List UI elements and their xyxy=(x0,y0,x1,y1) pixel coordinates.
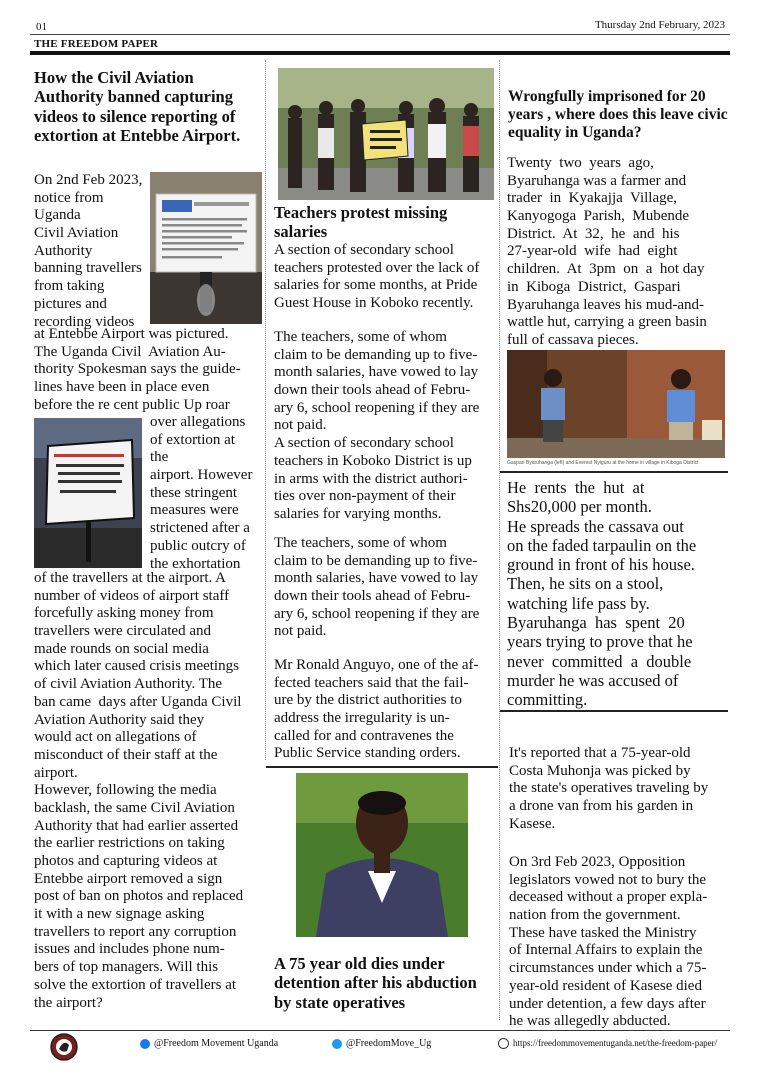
text-line: thority Spokesman says the guide- xyxy=(34,361,241,378)
aviation-text-d xyxy=(34,570,266,1012)
text-line: A section of secondary school xyxy=(274,242,454,258)
text-line: teachers in Koboko District is up xyxy=(274,452,472,469)
text-line: issues and includes phone num- xyxy=(34,941,225,958)
text-line: He rents the hut at xyxy=(507,478,645,497)
text-line: of Internal Affairs to explain the xyxy=(509,942,703,959)
text-line: solve the extortion of travellers at xyxy=(34,976,237,993)
text-line: The teachers, some of whom xyxy=(274,329,447,345)
text-line: notice from xyxy=(34,189,104,206)
header-bar xyxy=(30,51,730,55)
teachers-para-1 xyxy=(274,242,500,313)
text-line: 27-year-old wife had eight xyxy=(507,243,678,260)
text-line: bers of top managers. Will this xyxy=(34,959,219,976)
text-line: banning travellers xyxy=(34,260,142,277)
paper-name: THE FREEDOM PAPER xyxy=(34,38,159,50)
text-line: Civil Aviation xyxy=(34,225,119,242)
text-line: down their tools ahead of Febru- xyxy=(274,588,471,605)
text-line: On 2nd Feb 2023, xyxy=(34,172,143,188)
text-line: recording videos xyxy=(34,313,135,330)
text-line: Byaruhanga has spent 20 xyxy=(507,613,685,633)
text-line: misconduct of their staff at the xyxy=(34,746,218,763)
headline-aviation: How the Civil Aviation Authority banned capturing videos to silence reporting of extortion at Entebbe Airport. xyxy=(34,68,241,145)
photo-byaruhanga xyxy=(507,350,725,458)
text-line: down their tools ahead of Febru- xyxy=(274,382,471,399)
headline-detention: A 75 year old dies under detention after his abduction by state operatives xyxy=(274,954,477,1012)
text-line: District. At 32, he and his xyxy=(507,225,680,242)
text-line: at Entebbe Airport was pictured. xyxy=(34,326,229,342)
text-line: It's reported that a 75-year-old xyxy=(509,745,691,761)
text-line: travellers to report any corruption xyxy=(34,923,237,940)
text-line: backlash, the same Civil Aviation xyxy=(34,799,235,816)
footer-website[interactable] xyxy=(498,1038,717,1049)
text-line: the xyxy=(150,449,169,466)
text-line: a drone van from his garden in xyxy=(509,798,694,815)
text-line: photos and capturing videos at xyxy=(34,853,218,869)
text-line: legislators vowed not to bury the xyxy=(509,871,707,888)
text-line: number of videos of airport staff xyxy=(34,587,230,604)
section-rule xyxy=(266,766,498,768)
detention-para-2 xyxy=(509,854,729,1031)
text-line: fected teachers said that the fail- xyxy=(274,674,469,691)
aviation-text-c xyxy=(150,414,266,573)
facebook-icon xyxy=(140,1039,150,1049)
text-line: ban came days after Uganda Civil xyxy=(34,693,242,710)
text-line: airport. xyxy=(34,764,78,781)
text-line: wattle hut, carrying a green basin xyxy=(507,314,707,331)
text-line: He spreads the cassava out xyxy=(507,516,684,536)
text-line: it with a new signage asking xyxy=(34,906,205,923)
text-line: circumstances under which a 75- xyxy=(509,960,707,977)
header-rule xyxy=(30,34,730,35)
text-line: trader in Kyakajja Village, xyxy=(507,190,678,207)
imprisoned-para-1 xyxy=(507,155,725,350)
text-line: Guest House in Koboko recently. xyxy=(274,295,474,312)
text-line: Costa Muhonja was picked by xyxy=(509,762,691,779)
text-line: forcefully asking money from xyxy=(34,605,214,622)
photo-prohibited-sign xyxy=(34,418,142,568)
text-line: deceased without a proper expla- xyxy=(509,889,708,906)
text-line: children. At 3pm on a hot day xyxy=(507,261,705,278)
text-line: Authority that had earlier asserted xyxy=(34,817,239,834)
text-line: salaries for some months, at Pride xyxy=(274,277,478,294)
text-line: ure by the district authorities to xyxy=(274,692,462,709)
headline-teachers: Teachers protest missing salaries xyxy=(274,203,448,242)
text-line: Kanyogoga Parish, Mubende xyxy=(507,208,690,225)
text-line: years trying to prove that he xyxy=(507,632,693,652)
teachers-para-3 xyxy=(274,535,500,641)
text-line: Kasese. xyxy=(509,815,556,832)
text-line: nation from the government. xyxy=(509,907,681,924)
text-line: never committed a double xyxy=(507,651,692,671)
text-line: Twenty two years ago, xyxy=(507,155,654,171)
text-line: on the faded tarpaulin on the xyxy=(507,535,697,555)
text-line: watching life pass by. xyxy=(507,593,650,613)
text-line: the airport? xyxy=(34,994,103,1011)
footer-facebook[interactable] xyxy=(140,1038,278,1049)
issue-date: Thursday 2nd February, 2023 xyxy=(594,19,725,31)
detention-para-1 xyxy=(509,745,729,833)
text-line: month salaries, have vowed to lay xyxy=(274,364,479,381)
website-url: https://freedommovementuganda.net/the-freedom-paper/ xyxy=(513,1038,718,1048)
text-line: Mr Ronald Anguyo, one of the af- xyxy=(274,657,479,673)
photo-airport-notice xyxy=(150,172,262,324)
aviation-text-b xyxy=(34,326,266,414)
text-line: Aviation Authority said they xyxy=(34,711,205,728)
text-line: pictures and xyxy=(34,295,107,312)
text-line: travellers were circulated and xyxy=(34,623,211,640)
text-line: under detention, a few days after xyxy=(509,995,706,1012)
text-line: made rounds on social media xyxy=(34,640,209,657)
text-line: Then, he sits on a stool, xyxy=(507,574,664,594)
text-line: the exhortation xyxy=(150,555,241,572)
text-line: Shs20,000 per month. xyxy=(507,497,652,517)
text-line: Public Service standing orders. xyxy=(274,745,461,762)
section-rule xyxy=(500,471,728,473)
text-line: strictened after a xyxy=(150,520,250,537)
text-line: ties over non-payment of their xyxy=(274,488,456,505)
text-line: Byaruhanga was a farmer and xyxy=(507,172,687,189)
text-line: The teachers, some of whom xyxy=(274,535,447,551)
photo-caption: Gaspari Byaruhanga (left) and Everest Nyiguru at the home in village in Kiboga District xyxy=(507,460,699,466)
footer-twitter[interactable] xyxy=(332,1038,431,1049)
text-line: the state's operatives traveling by xyxy=(509,780,709,797)
text-line: The Uganda Civil Aviation Au- xyxy=(34,343,226,360)
text-line: These have tasked the Ministry xyxy=(509,924,697,941)
text-line: teachers protested over the lack of xyxy=(274,259,480,276)
text-line: airport. However xyxy=(150,467,253,484)
facebook-handle: @Freedom Movement Uganda xyxy=(154,1038,279,1049)
twitter-icon xyxy=(332,1039,342,1049)
text-line: ary 6, school reopening if they are xyxy=(274,605,480,622)
text-line: of extortion at xyxy=(150,431,235,448)
section-rule xyxy=(500,710,728,712)
teachers-para-4 xyxy=(274,657,500,763)
text-line: Uganda xyxy=(34,207,81,224)
text-line: Entebbe airport removed a sign xyxy=(34,870,223,887)
text-line: the earlier restrictions on taking xyxy=(34,835,225,852)
text-line: before the re cent public Up roar xyxy=(34,396,230,413)
twitter-handle: @FreedomMove_Ug xyxy=(346,1038,432,1049)
text-line: month salaries, have vowed to lay xyxy=(274,570,479,587)
text-line: lines have been in place even xyxy=(34,379,210,396)
text-line: claim to be demanding up to five- xyxy=(274,346,478,363)
text-line: salaries for varying months. xyxy=(274,505,442,522)
page-number: 01 xyxy=(36,21,47,33)
globe-icon xyxy=(498,1038,509,1049)
text-line: would act on allegations of xyxy=(34,729,197,746)
photo-teachers-protest xyxy=(278,68,494,200)
aviation-text-a xyxy=(34,172,154,331)
text-line: he was allegedly abducted. xyxy=(509,1013,671,1030)
text-line: which later caused crisis meetings xyxy=(34,658,239,675)
text-line: these stringent xyxy=(150,484,238,501)
text-line: of civil Aviation Authority. The xyxy=(34,676,223,693)
text-line: public outcry of xyxy=(150,537,246,554)
text-line: A section of secondary school xyxy=(274,435,454,452)
text-line: On 3rd Feb 2023, Opposition xyxy=(509,854,686,870)
text-line: ary 6, school reopening if they are xyxy=(274,399,480,416)
freedom-logo xyxy=(50,1033,78,1061)
text-line: address the irregularity is un- xyxy=(274,710,450,727)
text-line: claim to be demanding up to five- xyxy=(274,552,478,569)
text-line: Authority xyxy=(34,242,93,259)
photo-detainee xyxy=(296,773,468,937)
text-line: called for and contravenes the xyxy=(274,727,454,744)
teachers-para-2 xyxy=(274,329,500,524)
footer-rule xyxy=(30,1030,730,1031)
text-line: from taking xyxy=(34,278,105,295)
text-line: year-old resident of Kasese died xyxy=(509,977,702,994)
headline-imprisoned: Wrongfully imprisoned for 20 years , where does this leave civic equality in Uganda? xyxy=(508,88,728,142)
text-line: of the travellers at the airport. A xyxy=(34,570,227,586)
text-line: not paid. xyxy=(274,417,327,434)
text-line: Byaruhanga leaves his mud-and- xyxy=(507,296,705,313)
text-line: ground in front of his house. xyxy=(507,555,695,575)
text-line: in Kiboga District, Gaspari xyxy=(507,278,681,295)
text-line: full of cassava pieces. xyxy=(507,331,639,348)
text-line: However, following the media xyxy=(34,782,217,799)
text-line: in arms with the district authori- xyxy=(274,470,468,487)
imprisoned-para-2 xyxy=(507,478,719,710)
text-line: murder he was accused of xyxy=(507,670,679,690)
text-line: not paid. xyxy=(274,623,327,640)
text-line: committing. xyxy=(507,690,588,710)
text-line: post of ban on photos and replaced xyxy=(34,888,244,905)
text-line: over allegations xyxy=(150,414,246,430)
text-line: measures were xyxy=(150,502,239,519)
